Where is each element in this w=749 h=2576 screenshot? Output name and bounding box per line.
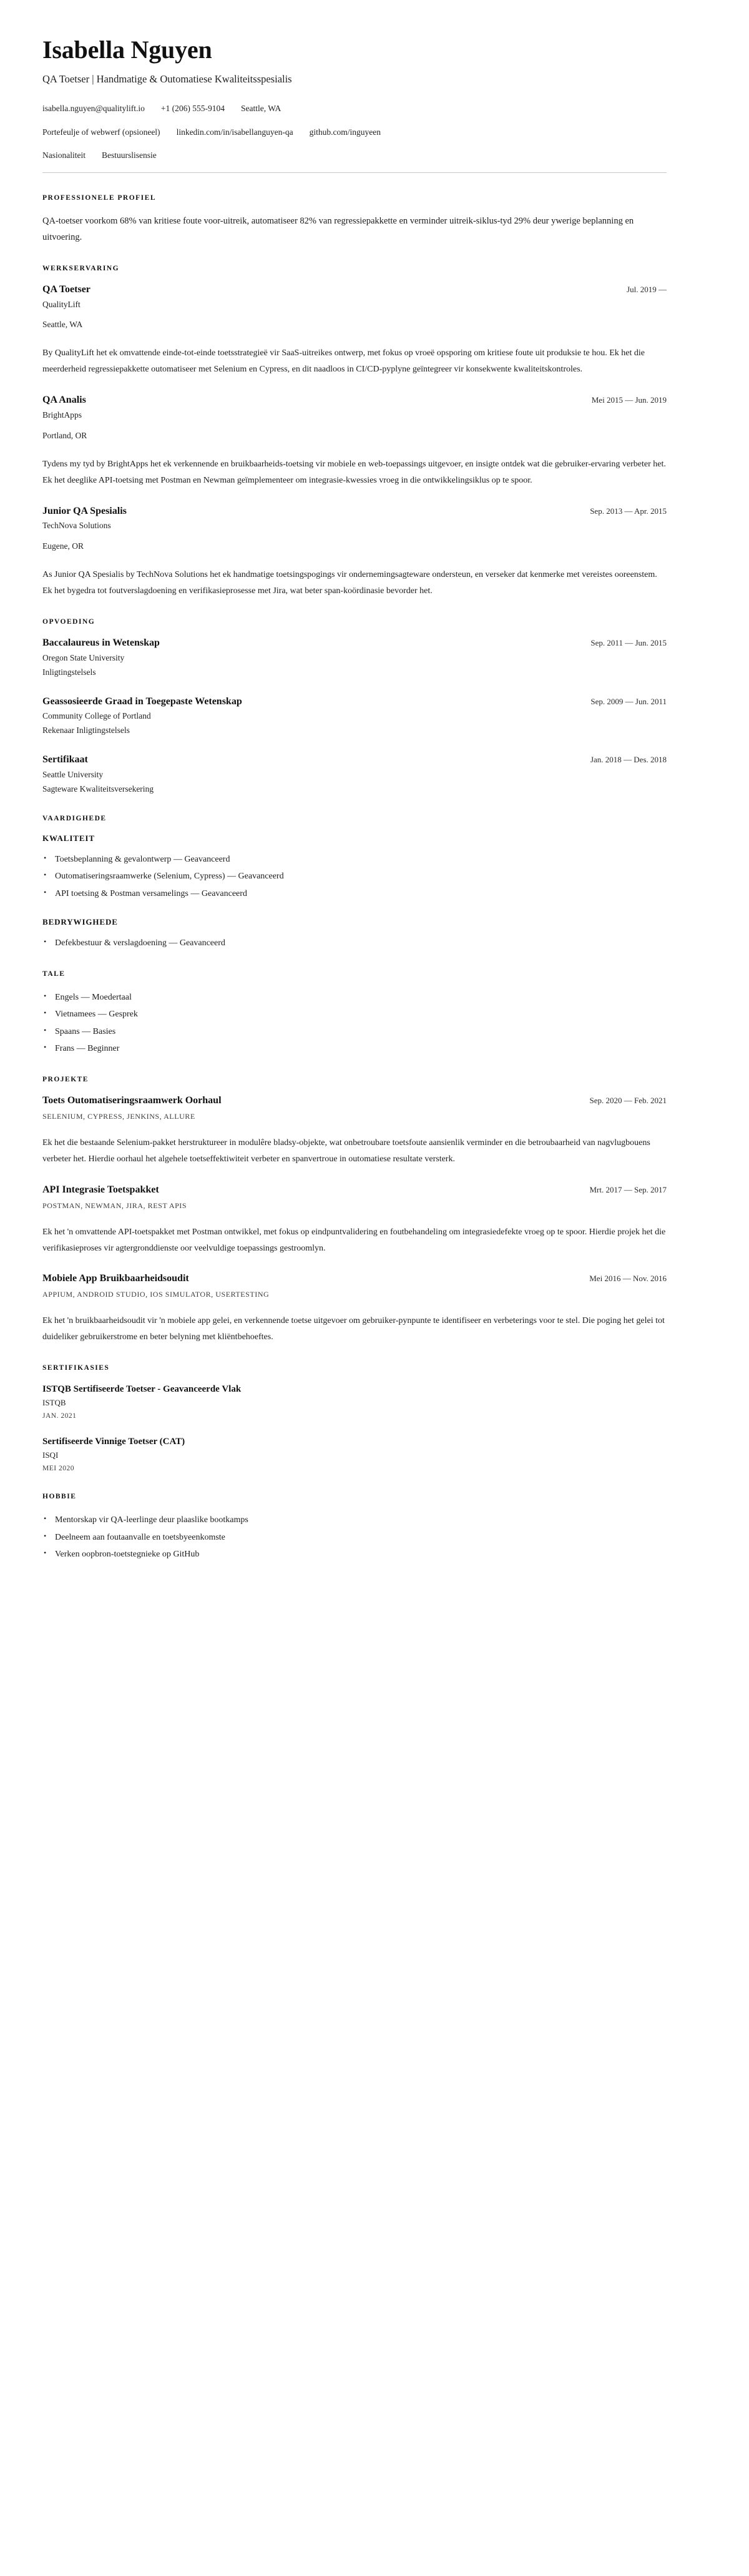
job-company: TechNova Solutions <box>42 521 111 531</box>
job-date: Jul. 2019 — <box>627 284 667 294</box>
list-item: • Mentorskap vir QA-leerlinge deur plaaslike bootkamps <box>42 1512 667 1528</box>
education-date: Jan. 2018 — Des. 2018 <box>590 755 667 765</box>
project-name: Toets Outomatiseringsraamwerk Oorhaul <box>42 1095 222 1106</box>
certification-date: MEI 2020 <box>42 1465 74 1473</box>
job-company: BrightApps <box>42 410 82 420</box>
list-item: • Toetsbeplanning & gevalontwerp — Geavanceerd <box>42 851 667 868</box>
section-title-projects: PROJEKTE <box>42 1076 89 1084</box>
project-description: Ek het die bestaande Selenium-pakket herstruktureer in modulêre bladsy-objekte, wat onbetroubare toetsfoute aansienlik verminder en die betroubaarheid van nagvlugbouens verbeter het. Hierdie oorhaul het algehele toetseffektiwiteit verbeter en spanvertroue in outomatiese resultate versterk. <box>42 1138 650 1164</box>
education-field: Inligtingstelsels <box>42 667 96 677</box>
experience-entry <box>42 283 667 378</box>
list-item: • Verken oopbron-toetstegnieke op GitHub <box>42 1546 667 1563</box>
contact-nationality: Nasionaliteit <box>42 150 86 160</box>
education-degree: Baccalaureus in Wetenskap <box>42 637 160 649</box>
contact-portfolio[interactable]: Portefeulje of webwerf (opsioneel) <box>42 127 160 137</box>
list-item: • Outomatiseringsraamwerke (Selenium, Cypress) — Geavanceerd <box>42 868 667 885</box>
list-item: • Frans — Beginner <box>42 1040 667 1057</box>
education-degree: Geassosieerde Graad in Toegepaste Wetenskap <box>42 696 242 707</box>
contact-line-links <box>42 126 667 139</box>
experience-entry <box>42 505 667 599</box>
project-description: Ek het 'n bruikbaarheidsoudit vir 'n mobiele app gelei, en verkennende toetse uitgevoer om gebruiker-pynpunte te identifiseer en verbeterings voor te stel. Die poging het gelei tot duideliker gebruikerstrome en beter belyning met kliëntbehoeftes. <box>42 1316 665 1342</box>
education-entry <box>42 754 667 796</box>
section-profile <box>42 194 667 246</box>
project-entry-head <box>42 1272 667 1286</box>
education-date: Sep. 2009 — Jun. 2011 <box>590 696 667 706</box>
project-entry <box>42 1094 667 1168</box>
certification-name: ISTQB Sertifiseerde Toetser - Geavanceerde Vlak <box>42 1384 242 1395</box>
section-certifications <box>42 1364 667 1474</box>
project-name: Mobiele App Bruikbaarheidsoudit <box>42 1273 189 1284</box>
section-education <box>42 618 667 796</box>
project-date: Mrt. 2017 — Sep. 2017 <box>589 1184 667 1194</box>
project-entry-head <box>42 1094 667 1108</box>
education-entry <box>42 696 667 738</box>
job-date: Mei 2015 — Jun. 2019 <box>591 395 667 405</box>
candidate-name: Isabella Nguyen <box>42 36 212 64</box>
project-tech-stack: SELENIUM, CYPRESS, JENKINS, ALLURE <box>42 1112 195 1121</box>
contact-phone[interactable]: +1 (206) 555-9104 <box>160 104 225 114</box>
section-title-experience: WERKSERVARING <box>42 264 120 272</box>
job-company: QualityLift <box>42 299 81 309</box>
language-list <box>42 989 667 1057</box>
job-title: Junior QA Spesialis <box>42 505 127 516</box>
education-entry-head <box>42 637 667 650</box>
education-field: Sagteware Kwaliteitsversekering <box>42 784 154 794</box>
list-item: • Vietnamees — Gesprek <box>42 1006 667 1023</box>
contact-email[interactable]: isabella.nguyen@qualitylift.io <box>42 104 145 114</box>
skill-group-title: KWALITEIT <box>42 833 95 843</box>
contact-location: Seattle, WA <box>241 104 281 114</box>
project-entry-head <box>42 1184 667 1197</box>
section-languages <box>42 970 667 1057</box>
section-experience <box>42 265 667 599</box>
education-school: Seattle University <box>42 770 104 780</box>
section-hobbies <box>42 1493 667 1563</box>
experience-entry-head <box>42 505 667 518</box>
list-item: • Deelneem aan foutaanvalle en toetsbyeenkomste <box>42 1529 667 1546</box>
job-description: Tydens my tyd by BrightApps het ek verkennende en bruikbaarheids-toetsing vir mobiele en web-toepassings uitgevoer, en insigte ontdek wat die gebruiker-ervaring verbeter het. Ek het deeglike API-toetsing met Postman en Newman geïmplementeer om integrasie-kwessies vroeg in die ontwikkelingsiklus op te spoor. <box>42 459 666 485</box>
project-description: Ek het 'n omvattende API-toetspakket met Postman ontwikkel, met fokus op eindpuntvalidering en foutbehandeling om integrasiedefekte vroeg op te spoor. Hierdie projek het die verifikasieproses vir agtergronddienste oor veelvuldige toepassings gestroomlyn. <box>42 1227 666 1253</box>
education-entry-head <box>42 696 667 709</box>
certification-name: Sertifiseerde Vinnige Toetser (CAT) <box>42 1437 185 1447</box>
certification-issuer: ISTQB <box>42 1398 66 1408</box>
section-title-profile: PROFESSIONELE PROFIEL <box>42 194 156 202</box>
certification-entry <box>42 1435 667 1474</box>
job-location: Eugene, OR <box>42 541 84 551</box>
list-item: • Engels — Moedertaal <box>42 989 667 1006</box>
job-location: Portland, OR <box>42 430 87 440</box>
hobby-list <box>42 1512 667 1563</box>
project-date: Sep. 2020 — Feb. 2021 <box>589 1096 667 1106</box>
skill-group-bedrywighede <box>42 917 667 951</box>
contact-driving-license: Bestuurslisensie <box>101 150 157 160</box>
job-title: QA Analis <box>42 395 86 406</box>
project-tech-stack: POSTMAN, NEWMAN, JIRA, REST APIS <box>42 1201 187 1210</box>
experience-entry-head <box>42 394 667 407</box>
education-school: Community College of Portland <box>42 711 151 721</box>
list-item: • Defekbestuur & verslagdoening — Geavanceerd <box>42 935 667 951</box>
contact-linkedin[interactable]: linkedin.com/in/isabellanguyen-qa <box>176 127 293 137</box>
section-skills <box>42 815 667 951</box>
profile-summary: QA-toetser voorkom 68% van kritiese foute voor-uitreik, automatiseer 82% van regressiepakkette en verminder uitreik-siklus-tyd 29% deur ywerige beplanning en uitvoering. <box>42 216 634 243</box>
section-projects <box>42 1076 667 1345</box>
project-tech-stack: APPIUM, ANDROID STUDIO, IOS SIMULATOR, USERTESTING <box>42 1290 270 1299</box>
candidate-headline: QA Toetser | Handmatige & Outomatiese Kwaliteitsspesialis <box>42 73 292 85</box>
section-title-hobbies: HOBBIE <box>42 1493 77 1501</box>
education-entry-head <box>42 754 667 767</box>
project-name: API Integrasie Toetspakket <box>42 1184 159 1195</box>
job-description: By QualityLift het ek omvattende einde-tot-einde toetsstrategieë vir SaaS-uitreikes ontwerp, met fokus op vroeë opsporing om kritiese foute uit produksie te hou. Ek het die meerderheid regressiepakkette outomatiseer met Selenium en Cypress, en dit naadloos in CI/CD-pyplyne geïntegreer vir konsekwente kwaliteitskontroles. <box>42 348 645 375</box>
list-item: • API toetsing & Postman versamelings — Geavanceerd <box>42 885 667 902</box>
skill-group-kwaliteit <box>42 833 667 902</box>
project-date: Mei 2016 — Nov. 2016 <box>589 1274 667 1284</box>
job-location: Seattle, WA <box>42 320 83 330</box>
project-entry <box>42 1272 667 1345</box>
experience-entry-head <box>42 283 667 297</box>
section-title-certifications: SERTIFIKASIES <box>42 1364 110 1372</box>
education-degree: Sertifikaat <box>42 754 88 765</box>
contact-line-extra <box>42 149 667 162</box>
experience-entry <box>42 394 667 488</box>
certification-issuer: ISQI <box>42 1450 59 1460</box>
project-entry <box>42 1184 667 1257</box>
job-date: Sep. 2013 — Apr. 2015 <box>590 506 667 516</box>
skill-list <box>42 851 667 902</box>
skill-list <box>42 935 667 951</box>
job-title: QA Toetser <box>42 283 91 295</box>
certification-entry <box>42 1383 667 1422</box>
list-item: • Spaans — Basies <box>42 1023 667 1040</box>
skill-group-title: BEDRYWIGHEDE <box>42 917 118 927</box>
certification-date: JAN. 2021 <box>42 1412 77 1420</box>
contact-line-email-phone-location <box>42 102 667 115</box>
section-title-languages: TALE <box>42 970 66 978</box>
job-description: As Junior QA Spesialis by TechNova Solutions het ek handmatige toetsingspogings vir ondernemingsagteware ondersteun, en verseker dat kenmerke met vereistes ooreenstem. Ek het bygedra tot foutverslagdoening en verifikasieprosesse met Jira, wat beter span-koördinasie bevorder het. <box>42 570 657 596</box>
education-entry <box>42 637 667 679</box>
section-title-skills: VAARDIGHEDE <box>42 814 107 822</box>
education-date: Sep. 2011 — Jun. 2015 <box>590 638 667 648</box>
header-divider <box>42 172 667 173</box>
section-title-education: OPVOEDING <box>42 618 95 626</box>
education-school: Oregon State University <box>42 652 125 662</box>
resume-header <box>42 36 667 162</box>
contact-github[interactable]: github.com/inguyeen <box>309 127 381 137</box>
education-field: Rekenaar Inligtingstelsels <box>42 725 130 735</box>
